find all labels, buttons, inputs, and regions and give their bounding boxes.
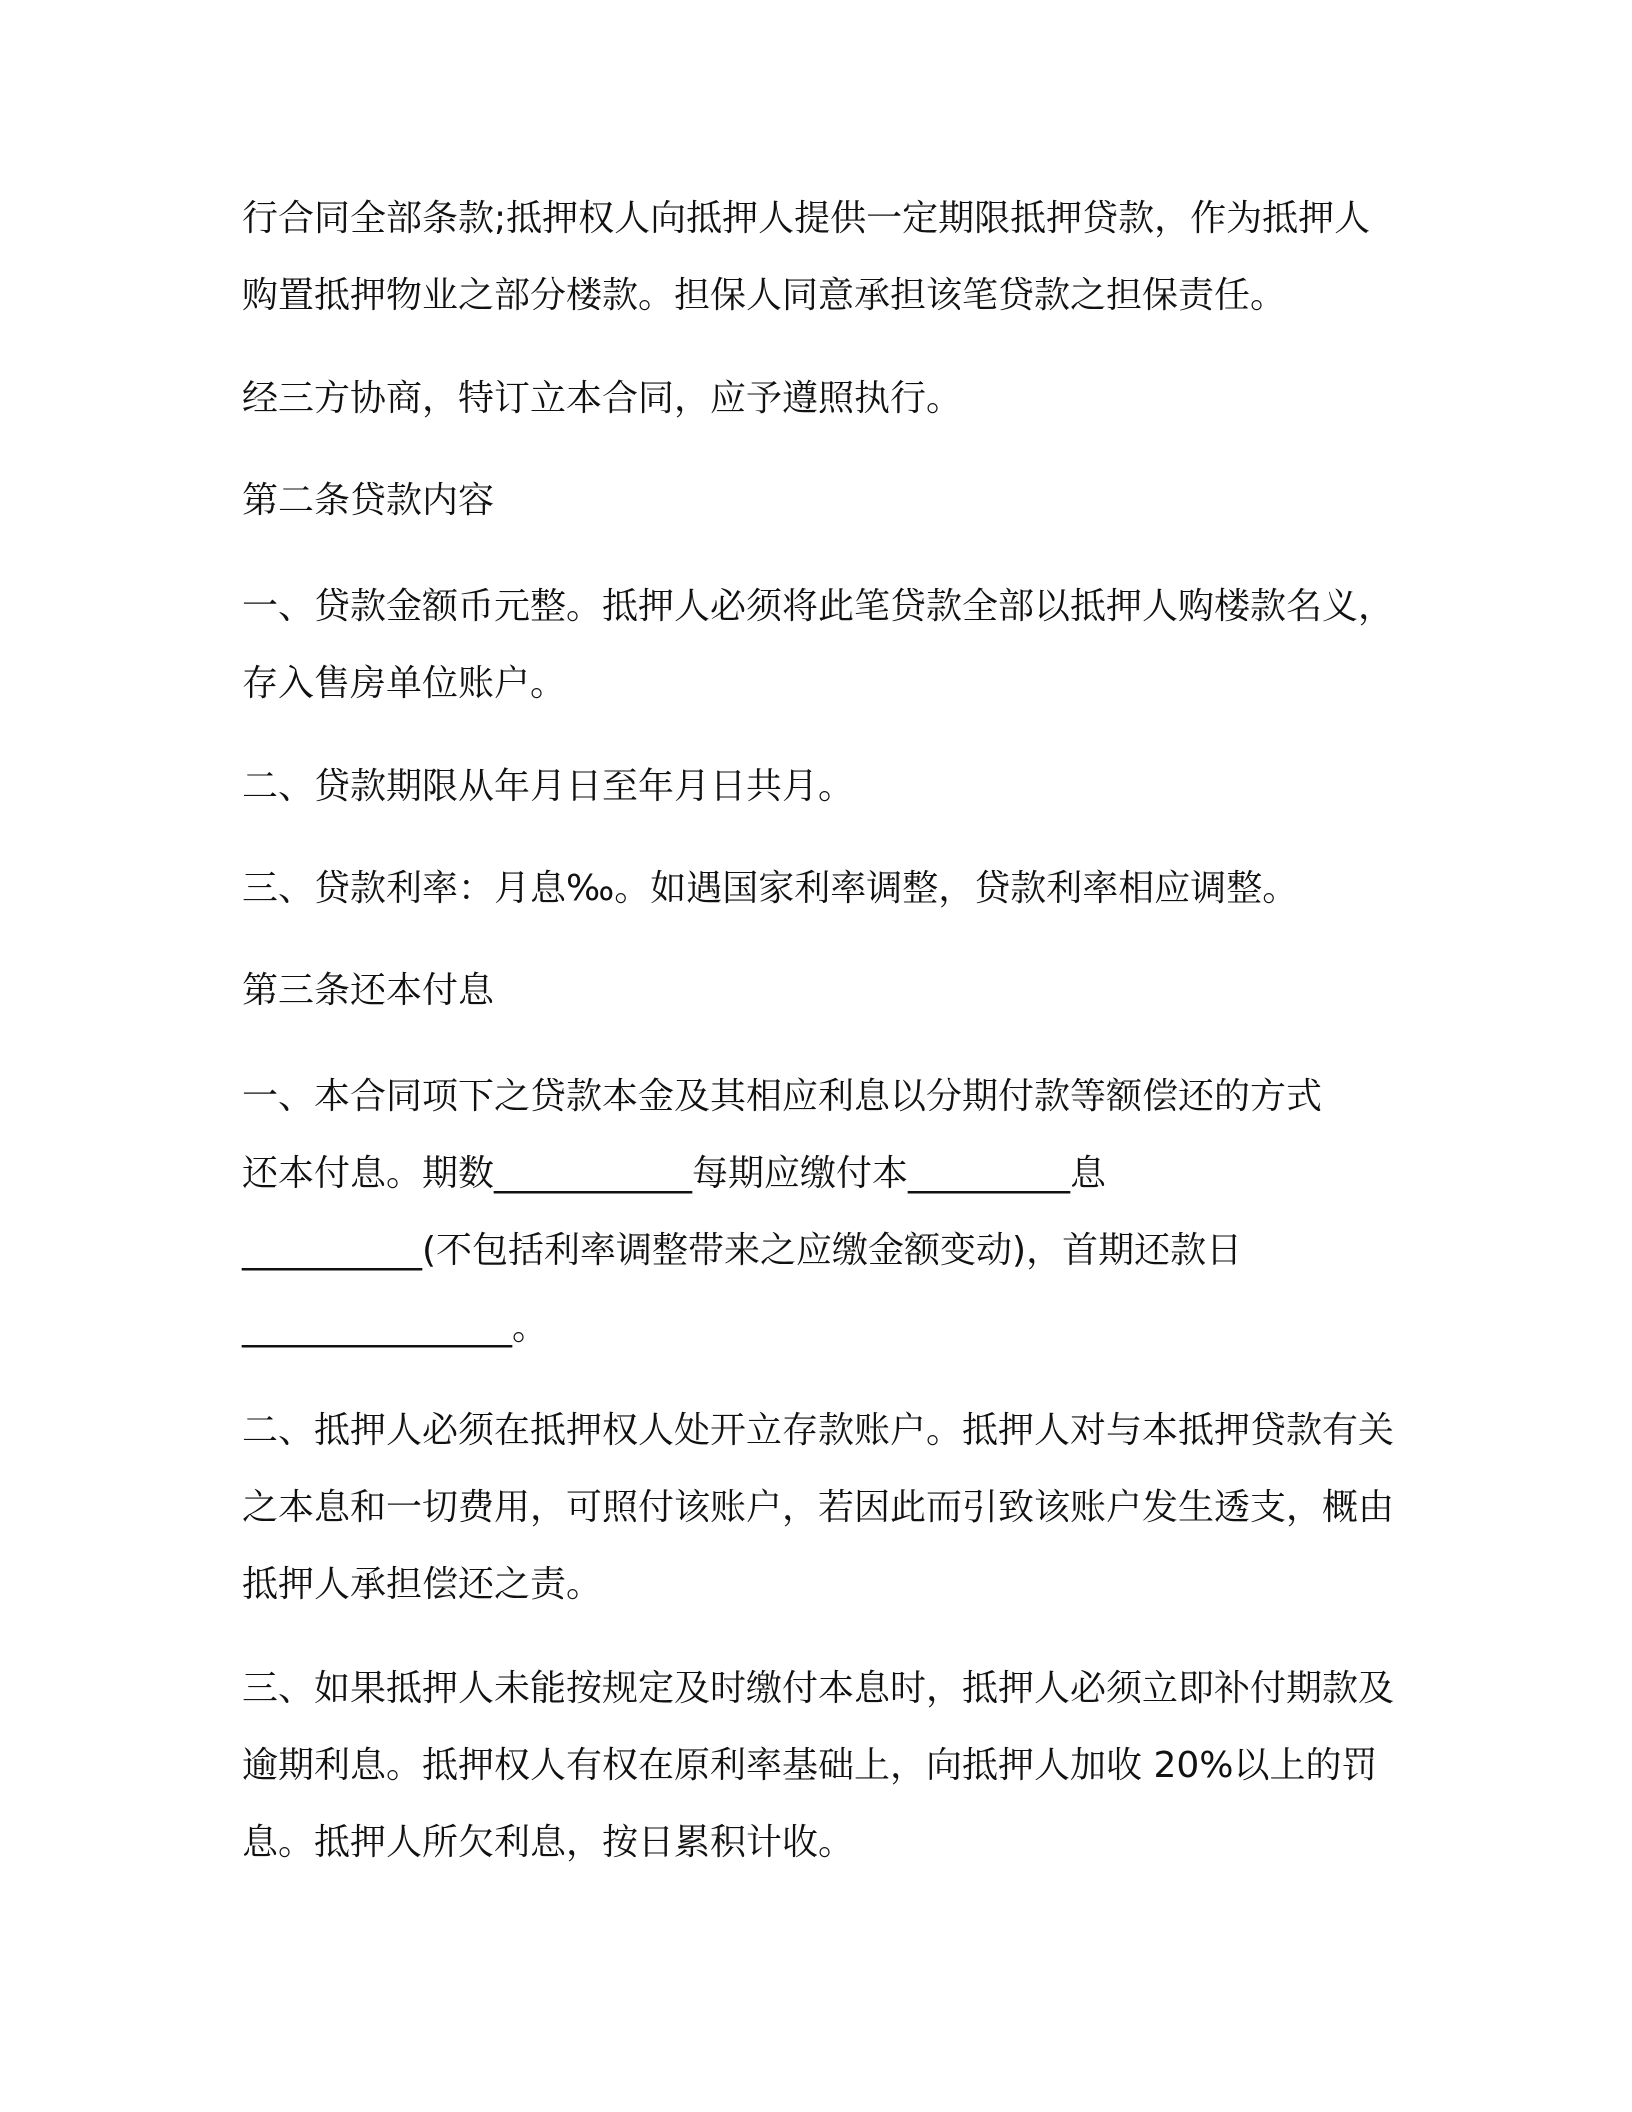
paragraph-repayment-installments: 一、本合同项下之贷款本金及其相应利息以分期付款等额偿还的方式 还本付息。期数___________每期应缴付本_________息 __________(不包括利率调整带来之应缴金额变动)，首期还款日 _______________。: [242, 1076, 1323, 1348]
paragraph-contract-terms: 行合同全部条款;抵押权人向抵押人提供一定期限抵押贷款，作为抵押人购置抵押物业之部分楼款。担保人同意承担该笔贷款之担保责任。: [242, 198, 1371, 316]
paragraph-deposit-account: 二、抵押人必须在抵押权人处开立存款账户。抵押人对与本抵押贷款有关之本息和一切费用，可照付该账户，若因此而引致该账户发生透支，概由抵押人承担偿还之责。: [242, 1410, 1395, 1605]
paragraph-loan-amount: 一、贷款金额币元整。抵押人必须将此笔贷款全部以抵押人购楼款名义，存入售房单位账户。: [242, 586, 1395, 704]
paragraph-overdue-penalty: 三、如果抵押人未能按规定及时缴付本息时，抵押人必须立即补付期款及逾期利息。抵押权人有权在原利率基础上，向抵押人加收 20%以上的罚息。抵押人所欠利息，按日累积计收。: [242, 1668, 1395, 1863]
paragraph-loan-term: 二、贷款期限从年月日至年月日共月。: [242, 766, 855, 807]
paragraph-agreement: 经三方协商，特订立本合同，应予遵照执行。: [242, 378, 963, 419]
paragraph-loan-rate: 三、贷款利率：月息‰。如遇国家利率调整，贷款利率相应调整。: [242, 868, 1299, 909]
heading-article-two: 第二条贷款内容: [242, 480, 495, 521]
heading-article-three: 第三条还本付息: [242, 970, 495, 1011]
